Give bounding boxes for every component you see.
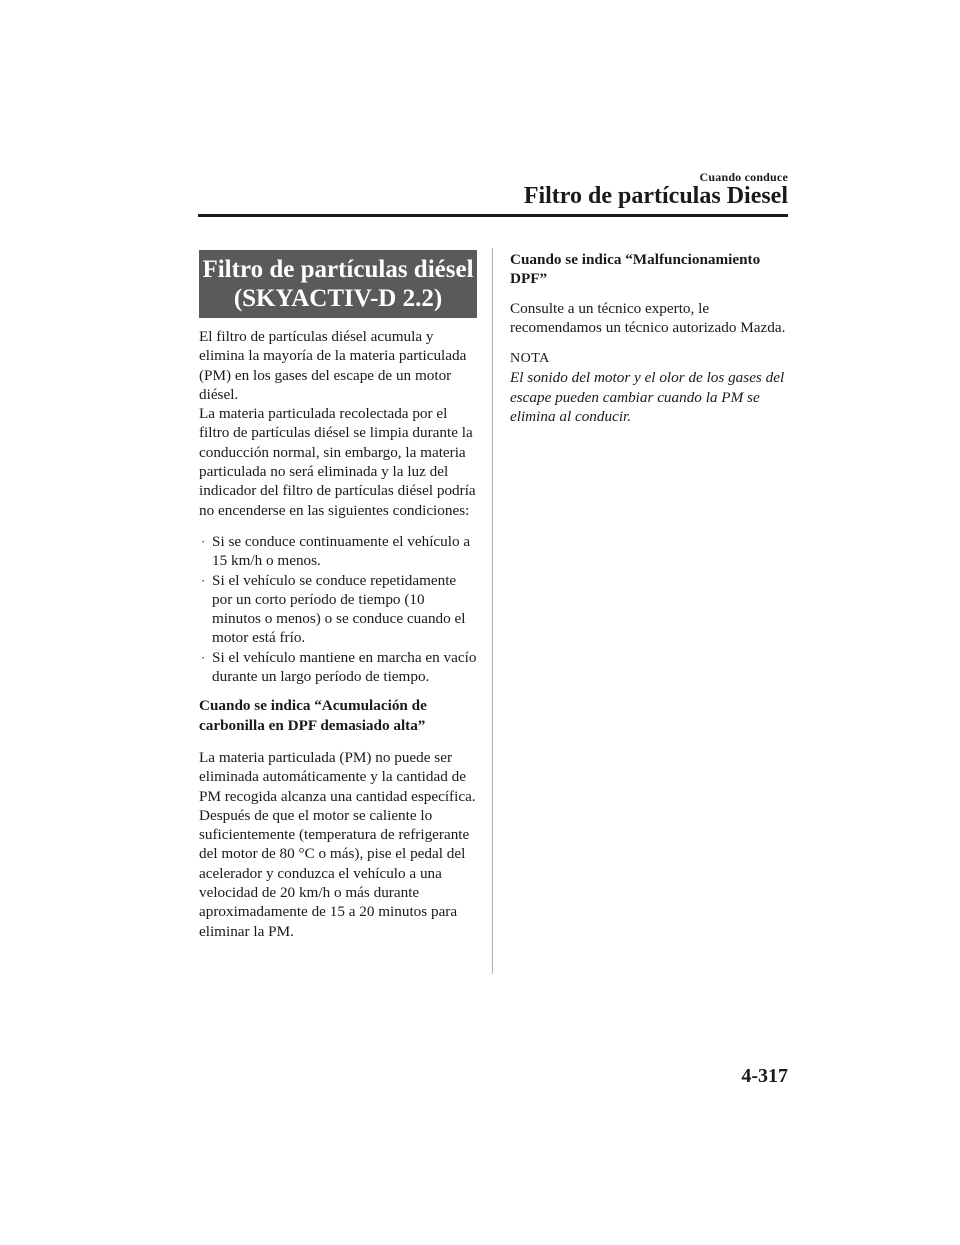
note-text: El sonido del motor y el olor de los gases del escape pueden cambiar cuando la PM se elimina al conducir. <box>510 369 785 426</box>
accumulation-paragraph-2: Después de que el motor se caliente lo suficientemente (temperatura de refrigerante del motor de 80 °C o más), pise el pedal del acelerador y conduzca el vehículo a una velocidad de 20 km/h o más durante aproximadamente de 15 a 20 minutos para eliminar la PM. <box>199 806 470 940</box>
list-item-text: Si se conduce continuamente el vehículo a 15 km/h o menos. <box>212 532 471 570</box>
list-item <box>199 571 477 648</box>
accumulation-paragraph-1: La materia particulada (PM) no puede ser eliminada automáticamente y la cantidad de PM recogida alcanza una cantidad específica. <box>199 748 476 805</box>
right-column <box>510 250 788 426</box>
left-column <box>199 250 477 951</box>
running-header-title: Filtro de partículas Diesel <box>523 183 788 209</box>
list-item <box>199 532 477 571</box>
page-number: 4-317 <box>741 1065 788 1087</box>
column-divider <box>492 248 493 974</box>
subsection-heading-malfunction: Cuando se indica “Malfuncionamiento DPF” <box>510 251 761 288</box>
list-item <box>199 648 477 687</box>
condition-list <box>199 532 477 686</box>
banner-title: Filtro de partículas diésel <box>202 256 474 283</box>
intro-paragraph-2: La materia particulada recolectada por el filtro de partículas diésel se limpia durante la conducción normal, sin embargo, la materia particulada no será eliminada y la luz del indicador del filtro de partículas diésel podría no encenderse en las siguientes condiciones: <box>199 405 476 519</box>
malfunction-paragraph: Consulte a un técnico experto, le recomendamos un técnico autorizado Mazda. <box>510 299 786 336</box>
header-rule <box>198 214 788 217</box>
list-item-text: Si el vehículo se conduce repetidamente por un corto período de tiempo (10 minutos o menos) o se conduce cuando el motor está frío. <box>212 571 466 647</box>
section-banner <box>199 250 477 318</box>
subsection-heading-accumulation: Cuando se indica “Acumulación de carbonilla en DPF demasiado alta” <box>199 697 427 734</box>
running-header-section: Cuando conduce <box>699 170 788 184</box>
banner-subtitle: (SKYACTIV-D 2.2) <box>233 285 443 312</box>
intro-paragraph-1: El filtro de partículas diésel acumula y elimina la mayoría de la materia particulada (PM) en los gases del escape de un motor diésel. <box>199 328 467 403</box>
bullet-icon: · <box>201 649 206 665</box>
bullet-icon: · <box>201 572 206 588</box>
bullet-icon: · <box>201 533 206 549</box>
note-label: NOTA <box>510 351 550 367</box>
list-item-text: Si el vehículo mantiene en marcha en vacío durante un largo período de tiempo. <box>212 648 477 686</box>
